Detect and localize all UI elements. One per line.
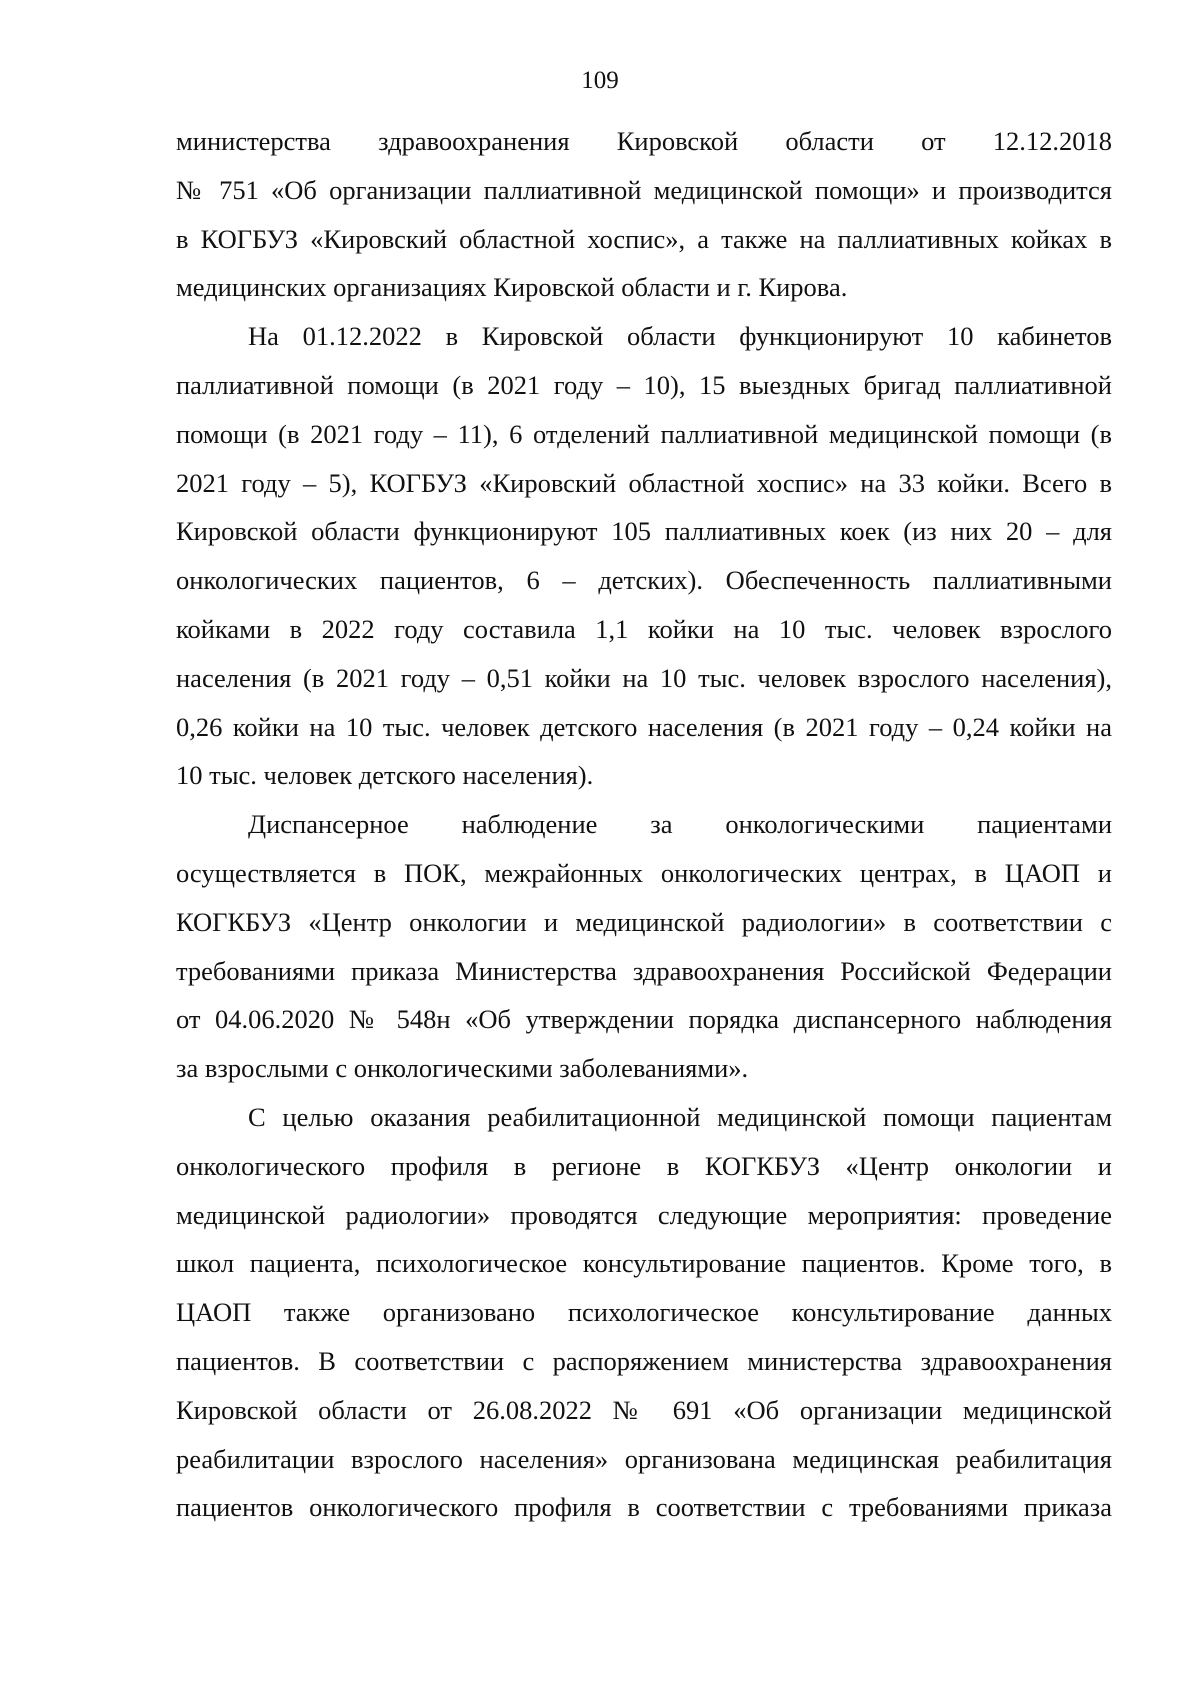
paragraph-line: помощи (в 2021 году – 11), 6 отделений паллиативной медицинской помощи (в [176,418,1112,449]
paragraph-line: министерства здравоохранения Кировской области от 12.12.2018 [176,126,1112,156]
paragraph-line: ЦАОП также организовано психологическое консультирование данных [176,1297,1112,1328]
paragraph-line: койками в 2022 году составила 1,1 койки на 10 тыс. человек взрослого [176,613,1112,644]
paragraph-line: пациентов онкологического профиля в соответствии с требованиями приказа [176,1492,1112,1523]
paragraph-line: КОГКБУЗ «Центр онкологии и медицинской радиологии» в соответствии с [176,906,1112,937]
paragraph-line: за взрослыми с онкологическими заболеваниями». [176,1053,749,1084]
paragraph-line: 10 тыс. человек детского населения). [176,760,594,791]
document-body [176,117,1112,1532]
paragraph-line: С целью оказания реабилитационной медицинской помощи пациентам [248,1101,1112,1132]
paragraph-line: 0,26 койки на 10 тыс. человек детского населения (в 2021 году – 0,24 койки на [176,711,1112,742]
paragraph-line: в КОГБУЗ «Кировский областной хоспис», а также на паллиативных койках в [176,223,1112,254]
paragraph-line: пациентов. В соответствии с распоряжением министерства здравоохранения [176,1345,1112,1376]
paragraph-1 [176,117,1112,312]
paragraph-line: На 01.12.2022 в Кировской области функционируют 10 кабинетов [248,321,1112,352]
paragraph-line: Кировской области функционируют 105 паллиативных коек (из них 20 – для [176,516,1112,547]
paragraph-line: онкологических пациентов, 6 – детских). Обеспеченность паллиативными [176,565,1112,596]
paragraph-line: 2021 году – 5), КОГБУЗ «Кировский областной хоспис» на 33 койки. Всего в [176,467,1112,498]
paragraph-line: от 04.06.2020 № 548н «Об утверждении порядка диспансерного наблюдения [176,1004,1112,1035]
paragraph-line: требованиями приказа Министерства здравоохранения Российской Федерации [176,955,1112,986]
paragraph-line: медицинской радиологии» проводятся следующие мероприятия: проведение [176,1199,1112,1230]
paragraph-line: паллиативной помощи (в 2021 году – 10), 15 выездных бригад паллиативной [176,369,1112,400]
paragraph-4 [176,1093,1112,1532]
paragraph-line: Кировской области от 26.08.2022 № 691 «Об организации медицинской [176,1394,1112,1425]
paragraph-line: реабилитации взрослого населения» организована медицинская реабилитация [176,1443,1112,1474]
page-number: 109 [581,67,619,94]
paragraph-line: Диспансерное наблюдение за онкологическими пациентами [248,809,1112,840]
paragraph-line: осуществляется в ПОК, межрайонных онкологических центрах, в ЦАОП и [176,857,1112,888]
paragraph-3 [176,800,1112,1093]
paragraph-line: № 751 «Об организации паллиативной медицинской помощи» и производится [176,174,1112,205]
paragraph-line: населения (в 2021 году – 0,51 койки на 10 тыс. человек взрослого населения), [176,662,1112,693]
paragraph-line: школ пациента, психологическое консультирование пациентов. Кроме того, в [176,1248,1112,1279]
paragraph-2 [176,312,1112,800]
paragraph-line: онкологического профиля в регионе в КОГКБУЗ «Центр онкологии и [176,1150,1112,1181]
paragraph-line: медицинских организациях Кировской области и г. Кирова. [176,272,848,303]
